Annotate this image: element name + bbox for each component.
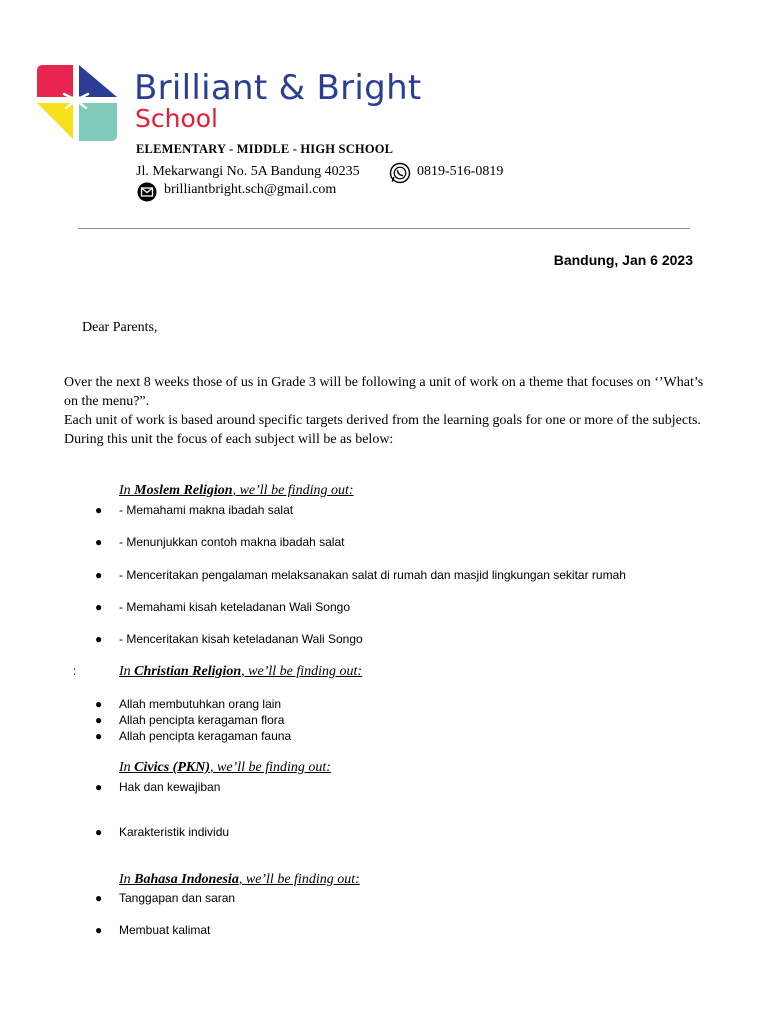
list-item-text: - Menceritakan kisah keteladanan Wali Songo: [119, 632, 363, 646]
heading-suffix: , we’ll be finding out:: [238, 872, 360, 887]
intro-paragraph-2: Each unit of work is based around specific targets derived from the learning goals for one or more of the subjects. During this unit the focus of each subject will be as below:: [64, 413, 701, 447]
list-item: [95, 568, 626, 582]
school-levels: ELEMENTARY - MIDDLE - HIGH SCHOOL: [136, 142, 394, 156]
school-phone: 0819-516-0819: [417, 164, 504, 179]
heading-subject: Moslem Religion: [134, 483, 233, 498]
school-name: Brilliant & Bright: [134, 68, 422, 108]
heading-suffix: , we’ll be finding out:: [232, 483, 354, 498]
bullet-icon: ●: [95, 568, 103, 582]
heading-prefix: In: [119, 483, 135, 498]
letter-date: Bandung, Jan 6 2023: [553, 252, 693, 268]
bullet-icon: ●: [95, 891, 103, 905]
intro-paragraph-1: Over the next 8 weeks those of us in Grade 3 will be following a unit of work on a theme that focuses on ‘’What’s on the menu?”.: [64, 375, 704, 409]
heading-prefix: In: [119, 760, 135, 775]
section-heading-civics: [119, 760, 331, 776]
intro-text: [64, 373, 704, 449]
list-item: [95, 780, 220, 794]
mail-icon: [136, 182, 158, 202]
whatsapp-icon: [389, 162, 411, 184]
list-item: [95, 713, 284, 727]
section-heading-bahasa: [119, 872, 360, 888]
bullet-icon: ●: [95, 697, 103, 711]
heading-prefix: In: [119, 664, 135, 679]
section-heading-moslem: [119, 483, 354, 499]
heading-subject: Christian Religion: [134, 664, 242, 679]
school-email: brilliantbright.sch@gmail.com: [164, 182, 337, 197]
list-item-text: - Memahami makna ibadah salat: [119, 503, 294, 517]
heading-prefix: In: [119, 872, 135, 887]
bullet-icon: ●: [95, 713, 103, 727]
section-heading-christian: [119, 664, 362, 680]
heading-subject: Civics (PKN): [134, 760, 210, 775]
stray-colon: :: [73, 664, 77, 678]
school-name-sub: School: [135, 104, 218, 133]
list-item-text: Karakteristik individu: [119, 825, 230, 839]
list-item: [95, 891, 235, 905]
list-item: [95, 697, 281, 711]
list-item-text: Membuat kalimat: [119, 923, 211, 937]
heading-subject: Bahasa Indonesia: [134, 872, 239, 887]
bullet-icon: ●: [95, 729, 103, 743]
bullet-icon: ●: [95, 825, 103, 839]
school-logo: [35, 63, 119, 143]
bullet-icon: ●: [95, 600, 103, 614]
list-item: [95, 503, 293, 517]
list-item-text: - Memahami kisah keteladanan Wali Songo: [119, 600, 351, 614]
list-item: [95, 825, 229, 839]
bullet-icon: ●: [95, 632, 103, 646]
list-item: [95, 535, 344, 549]
list-item-text: Tanggapan dan saran: [119, 891, 236, 905]
list-item: [95, 632, 363, 646]
bullet-icon: ●: [95, 923, 103, 937]
list-item-text: - Menunjukkan contoh makna ibadah salat: [119, 535, 345, 549]
bullet-icon: ●: [95, 503, 103, 517]
bullet-icon: ●: [95, 535, 103, 549]
school-address: Jl. Mekarwangi No. 5A Bandung 40235: [136, 164, 360, 179]
list-item-text: - Menceritakan pengalaman melaksanakan salat di rumah dan masjid lingkungan sekitar rumah: [119, 568, 626, 582]
list-item-text: Hak dan kewajiban: [119, 780, 221, 794]
heading-suffix: , we’ll be finding out:: [241, 664, 363, 679]
heading-suffix: , we’ll be finding out:: [210, 760, 331, 775]
list-item: [95, 729, 291, 743]
list-item: [95, 923, 210, 937]
list-item-text: Allah membutuhkan orang lain: [119, 697, 282, 711]
list-item: [95, 600, 350, 614]
list-item-text: Allah pencipta keragaman fauna: [119, 729, 292, 743]
bullet-icon: ●: [95, 780, 103, 794]
header-divider: [78, 228, 690, 229]
list-item-text: Allah pencipta keragaman flora: [119, 713, 285, 727]
greeting: Dear Parents,: [82, 320, 158, 335]
